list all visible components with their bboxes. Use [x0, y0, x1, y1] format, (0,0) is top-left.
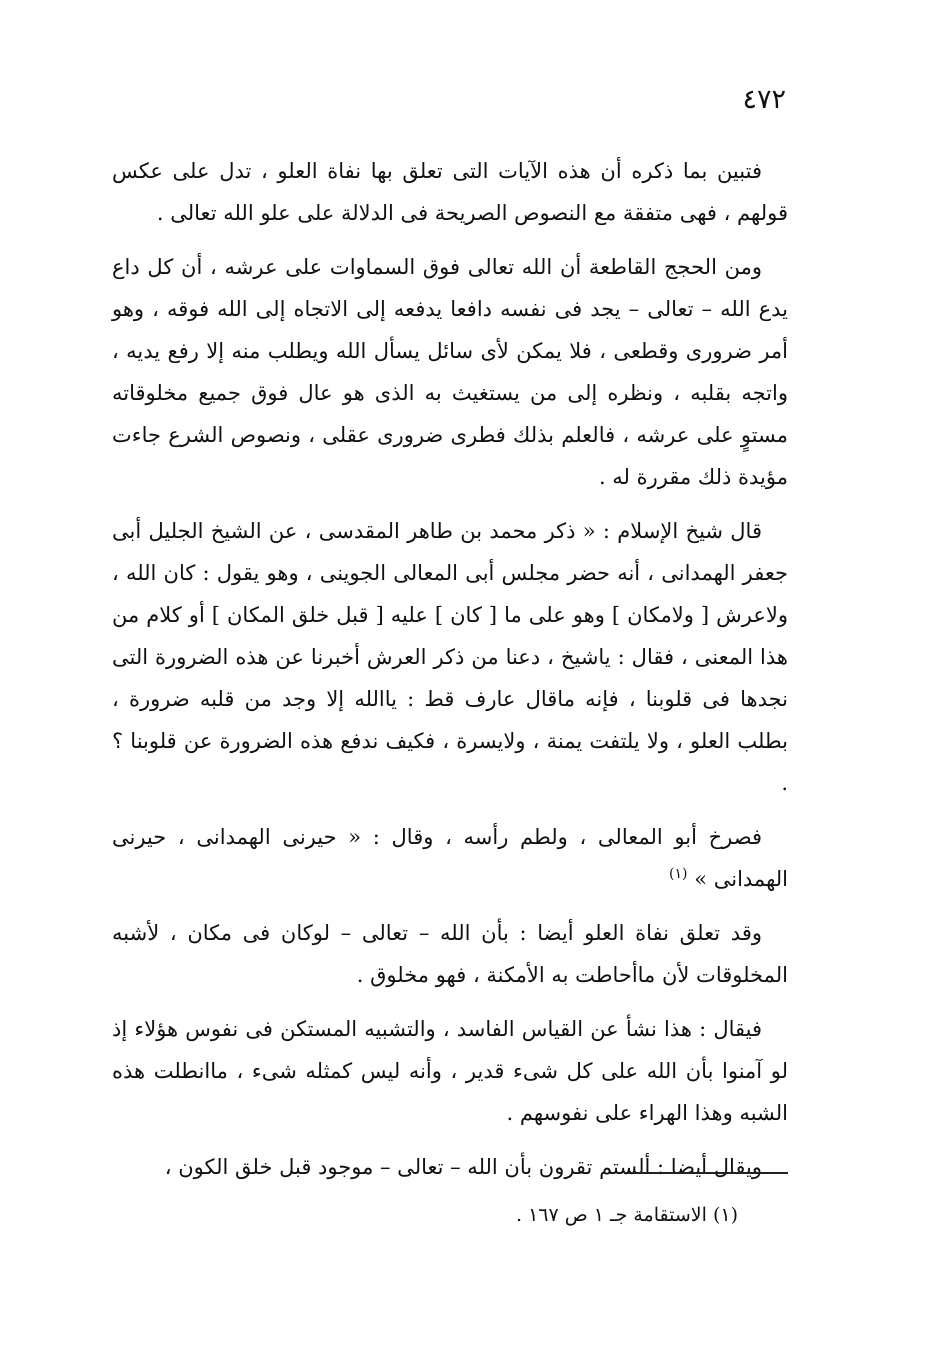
paragraph: فيقال : هذا نشأ عن القياس الفاسد ، والتشبيه المستكن فى نفوس هؤلاء إذ لو آمنوا بأن الله على كل شىء قدير ، وأنه ليس كمثله شىء ، ماانطلت هذه الشبه وهذا الهراء على نفوسهم . — [112, 1017, 788, 1125]
footnote: (١) الاستقامة جـ ١ ص ١٦٧ . — [515, 1204, 738, 1226]
paragraph: وقد تعلق نفاة العلو أيضا : بأن الله – تعالى – لوكان فى مكان ، لأشبه المخلوقات لأن ماأحاطت به الأمكنة ، فهو مخلوق . — [112, 921, 788, 987]
paragraph — [112, 816, 788, 900]
page-number: ٤٧٢ — [742, 84, 786, 115]
paragraph: ومن الحجج القاطعة أن الله تعالى فوق السماوات على عرشه ، أن كل داع يدع الله – تعالى – يجد فى نفسه دافعا يدفعه إلى الاتجاه إلى الله فوقه ، وهو أمر ضرورى وقطعى ، فلا يمكن لأى سائل يسأل الله ويطلب منه إلا رفع يديه ، واتجه بقلبه ، ونظره إلى من يستغيث به الذى هو عال فوق جميع مخلوقاته مستوٍ على عرشه ، فالعلم بذلك فطرى ضرورى عقلى ، ونصوص الشرع جاءت مؤيدة ذلك مقررة له . — [112, 255, 788, 489]
paragraph: فتبين بما ذكره أن هذه الآيات التى تعلق بها نفاة العلو ، تدل على عكس قولهم ، فهى متفقة مع النصوص الصريحة فى الدلالة على علو الله تعالى . — [112, 159, 788, 225]
footnote-marker: (١) — [669, 866, 688, 882]
footnote-divider — [624, 1172, 788, 1174]
paragraph: ويقال أيضا : ألستم تقرون بأن الله – تعالى – موجود قبل خلق الكون ، — [164, 1155, 762, 1179]
main-text — [112, 150, 788, 1200]
paragraph: قال شيخ الإسلام : « ذكر محمد بن طاهر المقدسى ، عن الشيخ الجليل أبى جعفر الهمدانى ، أنه حضر مجلس أبى المعالى الجوينى ، وهو يقول : كان الله ، ولاعرش [ ولامكان ] وهو على ما [ كان ] عليه [ قبل خلق المكان ] أو كلام من هذا المعنى ، فقال : ياشيخ ، دعنا من ذكر العرش أخبرنا عن هذه الضرورة التى نجدها فى قلوبنا ، فإنه ماقال عارف قط : ياالله إلا وجد من قلبه ضرورة ، بطلب العلو ، ولا يلتفت يمنة ، ولايسرة ، فكيف ندفع هذه الضرورة عن قلوبنا ؟ . — [112, 519, 788, 795]
paragraph-text: فصرخ أبو المعالى ، ولطم رأسه ، وقال : « حيرنى الهمدانى ، حيرنى الهمدانى » — [112, 825, 788, 891]
